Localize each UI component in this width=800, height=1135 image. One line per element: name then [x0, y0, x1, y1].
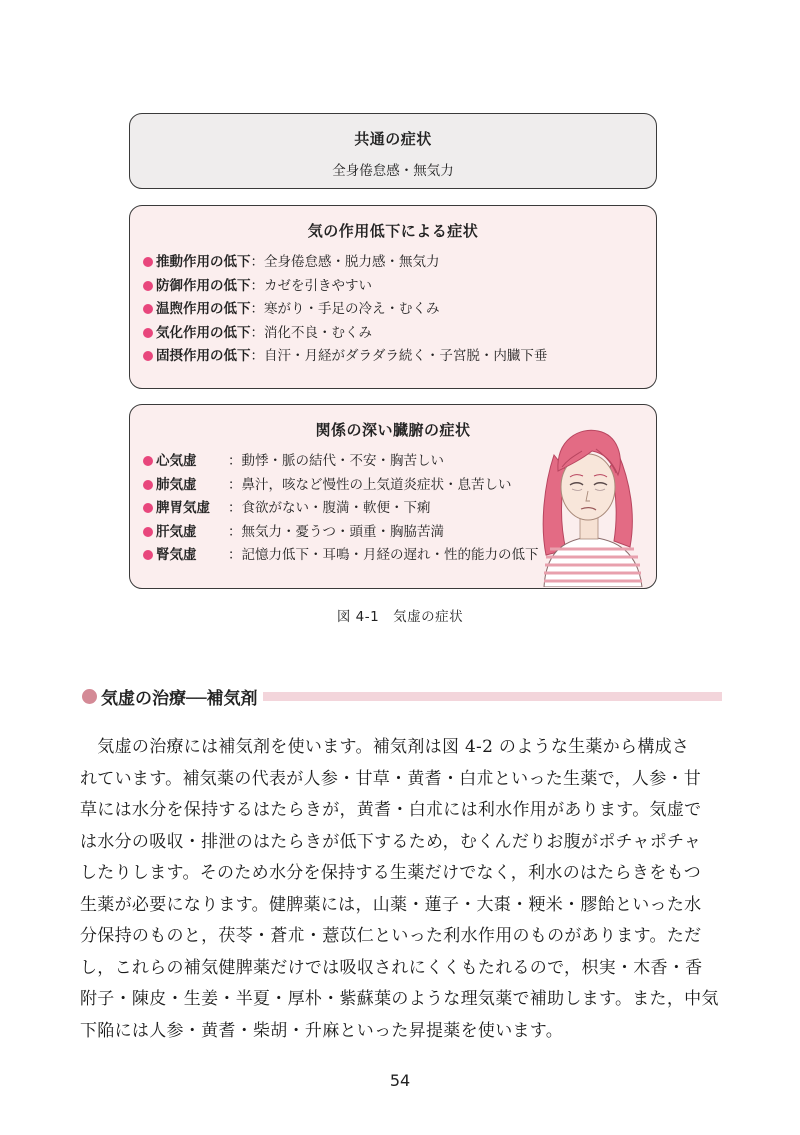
- bullet-icon: [143, 527, 153, 537]
- symptom-desc: ：自汗・月経がダラダラ続く・子宮脱・内臓下垂: [250, 348, 548, 364]
- organ-desc: ：記憶力低下・耳鳴・月経の遅れ・性的能力の低下: [228, 547, 539, 563]
- organ-desc: ：鼻汁，咳など慢性の上気道炎症状・息苦しい: [228, 476, 512, 493]
- section-heading: [82, 684, 722, 708]
- organ-symptoms-box: [129, 404, 657, 589]
- list-item: [143, 322, 656, 346]
- symptom-desc: ：消化不良・むくみ: [250, 324, 372, 341]
- list-item: [143, 345, 656, 369]
- bullet-icon: [143, 304, 153, 314]
- common-symptoms-text: 全身倦怠感・無気力: [332, 163, 454, 179]
- bullet-icon: [143, 480, 153, 490]
- bullet-icon: [143, 351, 153, 361]
- qi-function-title: 気の作用低下による症状: [307, 222, 479, 240]
- symptom-name: 推動作用の低下: [156, 254, 251, 270]
- organ-symptoms-title: 関係の深い臓腑の症状: [315, 421, 471, 439]
- page-number: 54: [389, 1071, 411, 1090]
- text-line: 下陥には人参・黄耆・柴胡・升麻といった昇提薬を使います。: [80, 1020, 564, 1041]
- list-item: [143, 275, 656, 299]
- symptom-desc: ：寒がり・手足の冷え・むくみ: [250, 301, 440, 317]
- organ-name: 肝気虚: [156, 523, 197, 540]
- figure-caption: 図 4-1 気虚の症状: [336, 609, 464, 625]
- text-line: れています。補気薬の代表が人参・甘草・黄耆・白朮といった生薬で，人参・甘: [80, 768, 702, 789]
- symptom-desc: ：全身倦怠感・脱力感・無気力: [250, 254, 440, 270]
- section-rule: [263, 692, 722, 701]
- organ-name: 心気虚: [156, 453, 197, 469]
- section-bullet-icon: [82, 689, 97, 704]
- qi-function-box: [129, 205, 657, 389]
- text-line: 草には水分を保持するはたらきが，黄耆・白朮には利水作用があります。気虚で: [80, 800, 702, 820]
- organ-name: 腎気虚: [156, 547, 197, 563]
- organ-desc: ：動悸・脈の結代・不安・胸苦しい: [228, 453, 444, 469]
- symptom-name: 固摂作用の低下: [156, 348, 251, 364]
- text-line: 生薬が必要になります。健脾薬には，山薬・蓮子・大棗・粳米・膠飴といった水: [80, 894, 702, 915]
- qi-function-list: [130, 251, 656, 369]
- text-line: 附子・陳皮・生姜・半夏・厚朴・紫蘇葉のような理気薬で補助します。また，中気: [80, 989, 719, 1009]
- text-line: は水分の吸収・排泄のはたらきが低下するため，むくんだりお腹がポチャポチャ: [80, 831, 702, 852]
- text-line: 気虚の治療には補気剤を使います。補気剤は図 4-2 のような生薬から構成さ: [80, 737, 690, 757]
- organ-name: 肺気虚: [156, 476, 197, 493]
- list-item: [143, 298, 656, 322]
- text-line: したりします。そのため水分を保持する生薬だけでなく，利水のはたらきをもつ: [80, 863, 702, 883]
- bullet-icon: [143, 456, 153, 466]
- text-line: 分保持のものと，茯苓・蒼朮・薏苡仁といった利水作用のものがあります。ただ: [80, 926, 702, 946]
- list-item: [143, 251, 656, 275]
- organ-name: 脾胃気虚: [156, 500, 210, 516]
- symptom-name: 温煦作用の低下: [156, 301, 251, 317]
- section-title: 気虚の治療──補気剤: [101, 688, 258, 709]
- bullet-icon: [143, 550, 153, 560]
- common-symptoms-box: [129, 113, 657, 189]
- symptom-name: 防御作用の低下: [156, 277, 251, 294]
- symptom-name: 気化作用の低下: [156, 324, 251, 341]
- body-paragraph: [80, 732, 725, 1047]
- bullet-icon: [143, 328, 153, 338]
- organ-desc: ：食欲がない・腹満・軟便・下痢: [228, 500, 431, 516]
- symptom-desc: ：カゼを引きやすい: [250, 277, 372, 294]
- bullet-icon: [143, 503, 153, 513]
- organ-desc: ：無気力・憂うつ・頭重・胸脇苦満: [228, 523, 444, 540]
- text-line: し，これらの補気健脾薬だけでは吸収されにくくもたれるので，枳実・木香・香: [80, 957, 703, 978]
- common-symptoms-title: 共通の症状: [354, 130, 432, 148]
- bullet-icon: [143, 257, 153, 267]
- tired-woman-illustration: [526, 415, 656, 587]
- bullet-icon: [143, 281, 153, 291]
